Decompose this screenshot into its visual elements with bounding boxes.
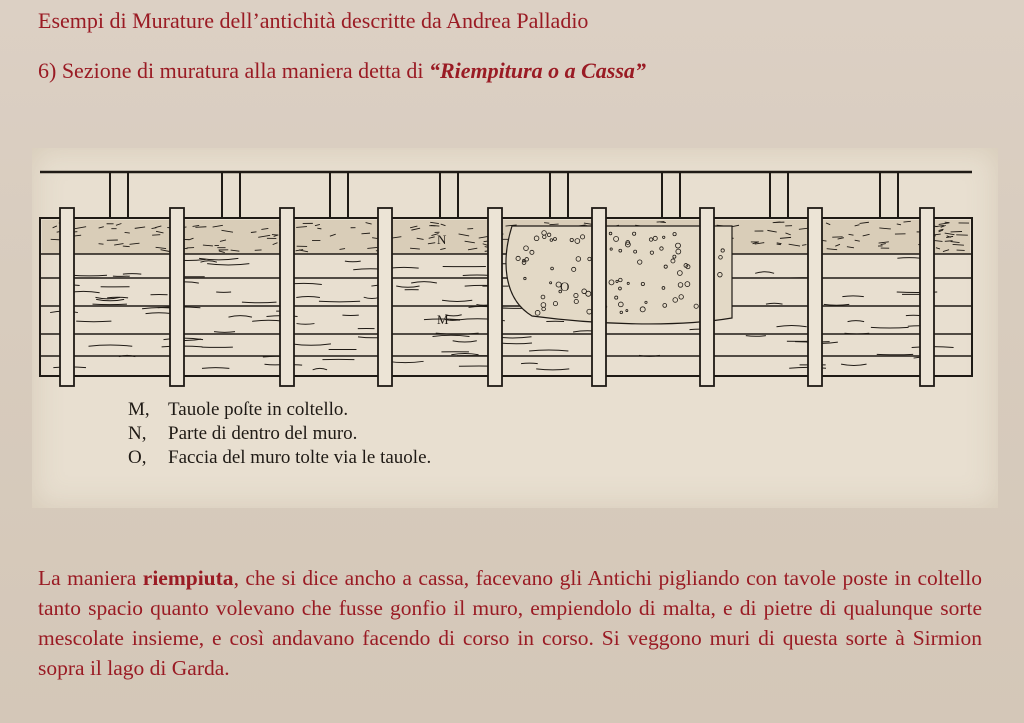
wood-grain-mark bbox=[296, 296, 320, 297]
subtitle-prefix: 6) Sezione di muratura alla maniera detta di bbox=[38, 58, 429, 83]
legend-text: Parte di dentro del muro. bbox=[168, 423, 358, 444]
legend-text: Faccia del muro tolte via le tauole. bbox=[168, 447, 432, 468]
wood-grain-mark bbox=[319, 301, 360, 302]
wood-grain-mark bbox=[746, 336, 766, 337]
wood-grain-mark bbox=[842, 296, 863, 297]
wood-grain-mark bbox=[297, 324, 315, 325]
subtitle-close-quote: ” bbox=[634, 58, 646, 83]
wood-grain-mark bbox=[442, 300, 472, 301]
wood-grain-mark bbox=[501, 343, 532, 344]
wood-grain-mark bbox=[411, 282, 437, 283]
wood-grain-mark bbox=[72, 275, 107, 276]
wood-grain-mark bbox=[89, 345, 133, 346]
desc-rest: , che si dice ancho a cassa, facevano gli Antichi pigliando con tavole poste in coltello tanto spacio quanto volevano che fusse gonfio il muro, empiendolo di malta, e di pietre di qualunque sorte mescolate insieme, e così andavano facendo di corso in corso. Si veggono muri di questa sorte à Sirmion sopra il lago di Garda. bbox=[38, 566, 982, 680]
exposed-rubble-face bbox=[506, 226, 732, 324]
wood-grain-mark bbox=[396, 286, 419, 287]
wood-grain-mark bbox=[76, 321, 111, 322]
tall-post bbox=[592, 208, 606, 386]
wood-grain-mark bbox=[536, 369, 569, 370]
figure-legend bbox=[128, 398, 431, 470]
rubble-mark bbox=[777, 244, 781, 245]
tall-post bbox=[60, 208, 74, 386]
legend-key: M, bbox=[128, 399, 150, 420]
wood-grain-mark bbox=[214, 332, 235, 333]
tall-post bbox=[378, 208, 392, 386]
legend-key: N, bbox=[128, 423, 147, 444]
wood-grain-mark bbox=[207, 264, 249, 265]
page-title: Esempi di Murature dell’antichità descritte da Andrea Palladio bbox=[38, 8, 589, 33]
rubble-mark bbox=[152, 235, 160, 236]
wood-grain-mark bbox=[123, 274, 141, 275]
tall-post bbox=[700, 208, 714, 386]
wood-grain-mark bbox=[345, 261, 361, 262]
rubble-mark bbox=[99, 244, 104, 245]
tall-post bbox=[170, 208, 184, 386]
wood-grain-mark bbox=[242, 302, 277, 303]
tall-post bbox=[280, 208, 294, 386]
page-subtitle bbox=[38, 58, 646, 84]
label-o: O bbox=[560, 279, 570, 294]
label-m: M bbox=[437, 312, 449, 327]
wood-grain-mark bbox=[96, 299, 124, 300]
legend-key: O, bbox=[128, 447, 147, 468]
legend-row-n bbox=[128, 422, 431, 446]
wood-grain-mark bbox=[824, 304, 850, 305]
rubble-mark bbox=[549, 224, 558, 225]
wood-grain-mark bbox=[529, 350, 568, 351]
wood-grain-mark bbox=[200, 261, 216, 262]
wood-grain-mark bbox=[755, 272, 774, 273]
desc-keyword: riempiuta bbox=[142, 566, 234, 590]
wood-grain-mark bbox=[313, 368, 327, 369]
legend-text: Tauole poſte in coltello. bbox=[168, 399, 349, 420]
wood-grain-mark bbox=[777, 325, 807, 326]
description-paragraph bbox=[38, 563, 982, 683]
legend-row-m bbox=[128, 398, 431, 422]
desc-lead: La maniera bbox=[38, 566, 143, 590]
wood-grain-mark bbox=[463, 275, 491, 276]
rubble-mark bbox=[945, 241, 953, 242]
tall-post bbox=[488, 208, 502, 386]
rubble-mark bbox=[272, 235, 278, 236]
tall-post bbox=[920, 208, 934, 386]
wood-grain-mark bbox=[871, 327, 909, 328]
wood-grain-mark bbox=[841, 364, 866, 365]
rubble-mark bbox=[195, 227, 206, 228]
wood-grain-mark bbox=[453, 341, 477, 342]
wood-grain-mark bbox=[451, 354, 478, 355]
legend-row-o bbox=[128, 446, 431, 470]
wood-grain-mark bbox=[146, 313, 173, 314]
subtitle-open-quote: “ bbox=[428, 58, 440, 83]
rubble-mark bbox=[123, 246, 130, 247]
tall-post bbox=[808, 208, 822, 386]
wood-grain-mark bbox=[766, 303, 783, 304]
wood-grain-mark bbox=[848, 321, 865, 322]
woodcut-plate bbox=[32, 148, 998, 508]
wood-grain-mark bbox=[897, 258, 920, 259]
wood-grain-mark bbox=[389, 267, 419, 268]
wood-grain-mark bbox=[291, 344, 331, 345]
label-n: N bbox=[437, 232, 447, 247]
wood-grain-mark bbox=[202, 368, 229, 369]
subtitle-emphasis: Riempitura o a Cassa bbox=[439, 58, 635, 83]
wood-grain-mark bbox=[229, 316, 252, 317]
wood-grain-mark bbox=[433, 335, 470, 336]
rubble-mark bbox=[657, 222, 665, 223]
